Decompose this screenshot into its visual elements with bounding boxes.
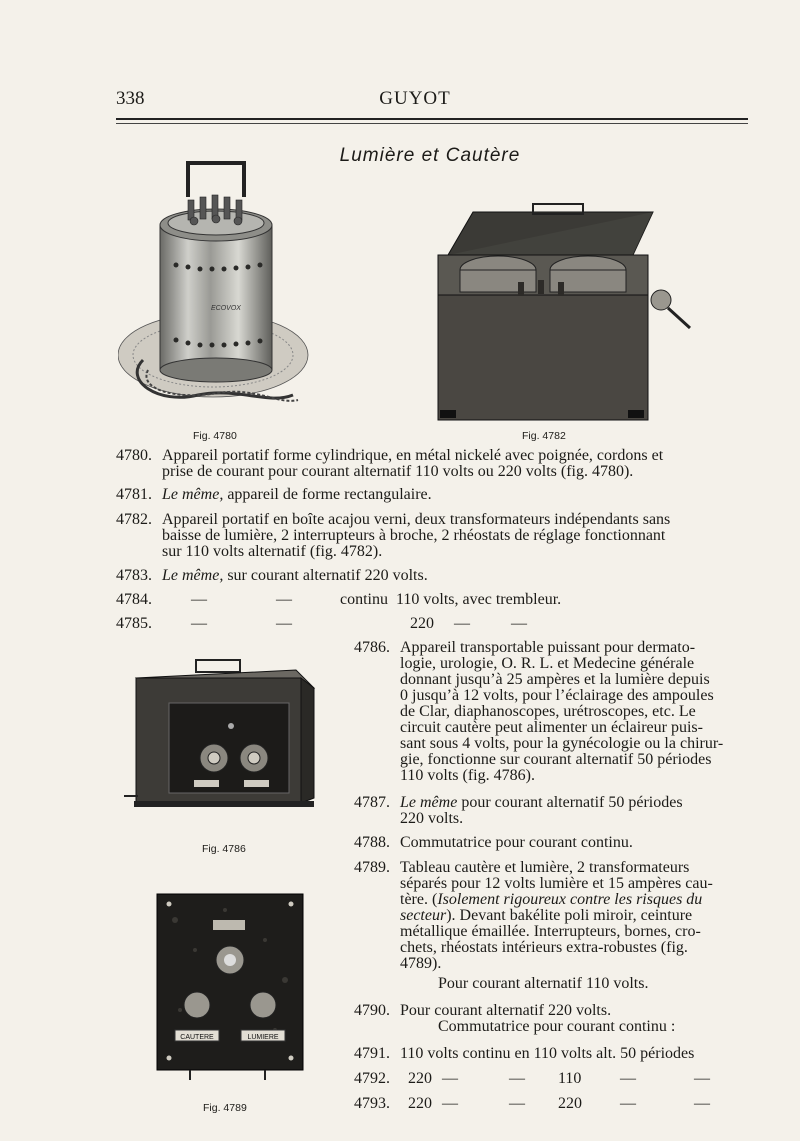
entry-number: 4780.: [116, 447, 152, 464]
entry-line: Commutatrice pour courant continu :: [438, 1018, 676, 1035]
catalog-entry-4789: [354, 860, 759, 995]
ditto-dash: —: [276, 591, 292, 608]
ditto-dash: —: [442, 1070, 458, 1087]
entry-number: 4789.: [354, 859, 390, 876]
catalog-entry-4781: [116, 487, 756, 505]
entry-line: de Clar, diaphanoscopes, urétroscopes, etc. Le: [400, 703, 696, 720]
ditto-dash: —: [694, 1070, 710, 1087]
ditto-dash: —: [620, 1070, 636, 1087]
entry-text: sur courant alternatif 220 volts.: [227, 567, 428, 584]
header-rule-thin: [116, 123, 748, 124]
cautere-plate: CAUTERE: [180, 1034, 214, 1041]
entry-line: Appareil transportable puissant pour dermato-: [400, 639, 696, 656]
entry-line: 220 volts.: [400, 810, 464, 827]
entry-text: appareil de forme rectangulaire.: [227, 486, 432, 503]
entry-italic: Le même,: [162, 486, 224, 503]
entry-text: Commutatrice pour courant continu.: [400, 834, 633, 851]
entry-text: Pour courant alternatif 220 volts.: [400, 1002, 612, 1019]
entry-text: pour courant alternatif 50 périodes: [461, 794, 683, 811]
entry-line: 110 volts (fig. 4786).: [400, 767, 535, 784]
entry-number: 4788.: [354, 834, 390, 851]
entry-italic: Isolement rigoureux contre les risques du: [437, 891, 703, 908]
ditto-dash: —: [442, 1095, 458, 1112]
entry-line: Tableau cautère et lumière, 2 transformateurs: [400, 859, 690, 876]
entry-italic: Le même,: [162, 567, 224, 584]
ditto-dash: —: [509, 1095, 525, 1112]
page-number: 338: [116, 88, 145, 109]
ditto-dash: —: [511, 615, 527, 632]
catalog-entry-4793: [354, 1096, 759, 1114]
entry-text: tère. (: [400, 891, 438, 908]
entry-number: 4781.: [116, 486, 152, 503]
ditto-dash: —: [620, 1095, 636, 1112]
figure-4786-illustration: [124, 658, 320, 818]
entry-text: 110 volts continu en 110 volts alt. 50 périodes: [400, 1045, 695, 1062]
entry-number: 4783.: [116, 567, 152, 584]
entry-line: 4789).: [400, 955, 442, 972]
entry-line: 0 jusqu’à 12 volts, pour l’éclairage des ampoules: [400, 687, 714, 704]
figure-4789-illustration: [155, 890, 305, 1080]
entry-number: 4793.: [354, 1095, 390, 1112]
catalog-entry-4785: [116, 616, 756, 634]
catalog-entry-4786: [354, 640, 759, 790]
figure-4780-caption: Fig. 4780: [193, 430, 237, 442]
entry-line: Pour courant alternatif 110 volts.: [438, 975, 649, 992]
figure-4780-illustration: [118, 155, 333, 430]
figure-4782-illustration: [428, 200, 703, 425]
catalog-entry-4783: [116, 568, 756, 586]
entry-line: baisse de lumière, 2 interrupteurs à broche, 2 rhéostats de réglage fonctionnant: [162, 527, 666, 544]
ditto-dash: —: [191, 615, 207, 632]
entry-text: ). Devant bakélite poli miroir, ceinture: [446, 907, 693, 924]
catalog-entry-4790: [354, 1003, 759, 1037]
running-title: GUYOT: [379, 88, 451, 109]
entry-value: 220: [558, 1095, 582, 1112]
catalog-entry-4787: [354, 795, 759, 829]
entry-number: 4791.: [354, 1045, 390, 1062]
figure-4782-caption: Fig. 4782: [522, 430, 566, 442]
entry-text: continu 110 volts, avec trembleur.: [340, 591, 562, 608]
entry-line: logie, urologie, O. R. L. et Medecine générale: [400, 655, 695, 672]
ditto-dash: —: [509, 1070, 525, 1087]
entry-number: 4784.: [116, 591, 152, 608]
entry-number: 4790.: [354, 1002, 390, 1019]
entry-number: 4792.: [354, 1070, 390, 1087]
entry-line: prise de courant pour courant alternatif 110 volts ou 220 volts (fig. 4780).: [162, 463, 634, 480]
entry-italic: secteur: [400, 907, 447, 924]
entry-line: métallique émaillée. Interrupteurs, bornes, cro-: [400, 923, 701, 940]
lumiere-plate: LUMIERE: [247, 1034, 279, 1041]
entry-line: sur 110 volts alternatif (fig. 4782).: [162, 543, 383, 560]
catalog-entry-4784: [116, 592, 756, 610]
entry-line: séparés pour 12 volts lumière et 15 ampères cau-: [400, 875, 713, 892]
catalog-entry-4782: [116, 512, 756, 564]
entry-line: gie, fonctionne sur courant alternatif 50 périodes: [400, 751, 712, 768]
section-title: Lumière et Cautère: [339, 145, 521, 166]
entry-number: 4782.: [116, 511, 152, 528]
entry-number: 4787.: [354, 794, 390, 811]
figure-4786-caption: Fig. 4786: [202, 843, 246, 855]
header-rule: [116, 118, 748, 120]
ditto-dash: —: [191, 591, 207, 608]
entry-number: 4786.: [354, 639, 390, 656]
entry-number: 4785.: [116, 615, 152, 632]
catalog-entry-4792: [354, 1071, 759, 1089]
catalog-entry-4791: [354, 1046, 759, 1064]
catalog-entry-4780: [116, 448, 756, 482]
entry-line: sant sous 4 volts, pour la gynécologie ou la chirur-: [400, 735, 724, 752]
ditto-dash: —: [276, 615, 292, 632]
ditto-dash: —: [454, 615, 470, 632]
entry-value: 220: [408, 1095, 432, 1112]
entry-value: 110: [558, 1070, 582, 1087]
entry-value: 220: [410, 615, 434, 632]
entry-value: 220: [408, 1070, 432, 1087]
catalog-entry-4788: [354, 835, 759, 853]
entry-line: chets, rhéostats intérieurs extra-robustes (fig.: [400, 939, 688, 956]
entry-line: Appareil portatif forme cylindrique, en métal nickelé avec poignée, cordons et: [162, 447, 664, 464]
figure-4789-caption: Fig. 4789: [203, 1102, 247, 1114]
entry-line: donnant jusqu’à 25 ampères et la lumière depuis: [400, 671, 710, 688]
entry-line: circuit cautère peut alimenter un éclaireur puis-: [400, 719, 703, 736]
entry-italic: Le même: [400, 794, 458, 811]
ecovox-label: ECOVOX: [211, 305, 241, 312]
ditto-dash: —: [694, 1095, 710, 1112]
entry-line: Appareil portatif en boîte acajou verni, deux transformateurs indépendants sans: [162, 511, 671, 528]
